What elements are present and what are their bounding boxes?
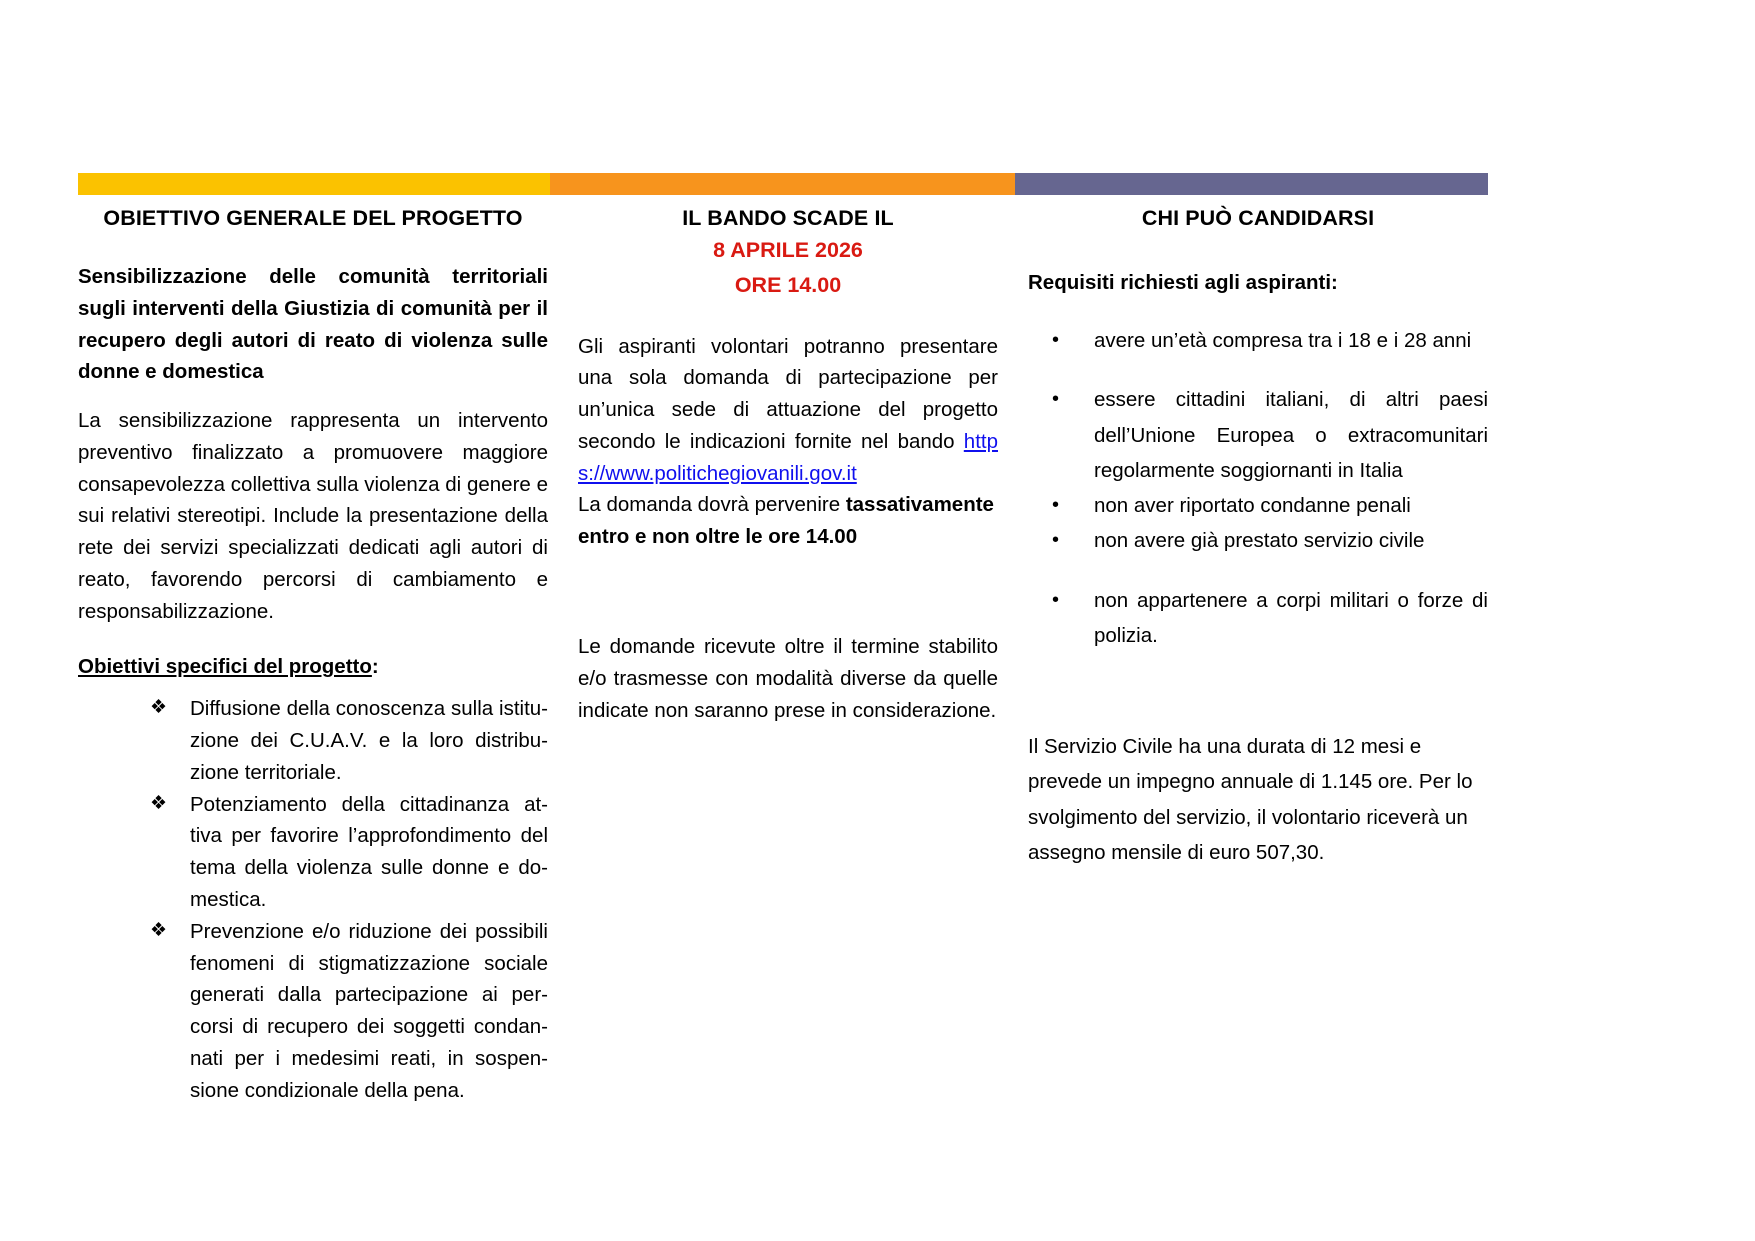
spacer xyxy=(78,627,548,655)
round-bullet-icon: • xyxy=(1052,388,1060,411)
application-instructions-text: Gli aspiranti volontari potranno presentare una sola domanda di partecipazione per un’unica sede di attuazione del progetto secondo le indicazioni fornite nel bando xyxy=(578,334,998,453)
list-item xyxy=(150,916,548,1107)
list-item-label: Prevenzione e/o riduzione dei possibili fenomeni di stigmatizzazione sociale generati dalla partecipazione ai per-corsi di recupero dei soggetti condan-nati per i medesimi reati, in sospen-sione condizionale della pena. xyxy=(190,919,548,1102)
column-deadline xyxy=(570,206,1010,726)
list-item xyxy=(150,693,548,788)
orange-bar xyxy=(550,173,1015,195)
spacer xyxy=(1028,653,1488,701)
list-item-label: essere cittadini italiani, di altri paesi dell’Unione Europea o extracomunitari regolarmente soggiornanti in Italia xyxy=(1094,388,1488,482)
objectives-heading: Obiettivi specifici del progetto xyxy=(78,655,372,679)
round-bullet-icon: • xyxy=(1052,588,1060,611)
objectives-heading-colon: : xyxy=(371,655,379,679)
column-eligibility xyxy=(1010,206,1488,870)
late-applications-note: Le domande ricevute oltre il termine stabilito e/o trasmesse con modalità diverse da quelle indicate non saranno prese in considerazione. xyxy=(578,635,998,722)
objectives-list xyxy=(78,693,548,1106)
yellow-bar xyxy=(78,173,550,195)
objectives-heading-line xyxy=(78,655,548,679)
diamond-bullet-icon: ❖ xyxy=(150,792,168,814)
left-column-title: OBIETTIVO GENERALE DEL PROGETTO xyxy=(103,206,523,230)
submission-deadline-bold: tassativamente entro e non oltre le ore 14.00 xyxy=(578,493,994,549)
round-bullet-icon: • xyxy=(1052,529,1060,552)
left-body-paragraph: La sensibilizzazione rappresenta un intervento preventivo finalizzato a promuovere maggiore consapevolezza collettiva sulla violenza di genere e sui relativi stereotipi. Include la presentazione della rete dei servizi specializzati dedicati agli autori di reato, favorendo percorsi di cambiamento e responsabilizzazione. xyxy=(78,409,548,623)
requirements-heading: Requisiti richiesti agli aspiranti: xyxy=(1028,271,1338,294)
purple-bar xyxy=(1015,173,1488,195)
bando-url-link[interactable]: https://www.politichegiovanili.gov.it xyxy=(578,429,998,485)
list-item xyxy=(1052,523,1488,558)
left-lead-paragraph: Sensibilizzazione delle comunità territoriali sugli interventi della Giustizia di comunità per il recupero degli autori di reato di violenza sulle donne e domestica xyxy=(78,265,548,384)
application-instructions xyxy=(578,331,998,490)
middle-column-title: IL BANDO SCADE IL xyxy=(682,206,894,230)
list-item-label: non avere già prestato servizio civile xyxy=(1094,529,1425,553)
list-item-label: non aver riportato condanne penali xyxy=(1094,494,1411,517)
three-column-layout xyxy=(78,206,1488,1106)
list-item xyxy=(1052,488,1488,523)
spacer xyxy=(78,388,548,405)
requirements-list xyxy=(1028,323,1488,653)
spacer xyxy=(1028,701,1488,729)
list-item-label: Potenziamento della cittadinanza at-tiva per favorire l’approfondimento del tema della violenza sulle donne e do-mestica. xyxy=(190,792,548,912)
right-column-title: CHI PUÒ CANDIDARSI xyxy=(1141,206,1375,230)
list-item xyxy=(1052,382,1488,488)
list-item xyxy=(1052,323,1488,358)
submission-deadline-note xyxy=(578,489,998,553)
list-item xyxy=(150,789,548,916)
list-item-label: non appartenere a corpi militari o forze di polizia. xyxy=(1094,588,1488,647)
round-bullet-icon: • xyxy=(1052,329,1060,351)
round-bullet-icon: • xyxy=(1052,494,1060,516)
column-objective xyxy=(78,206,570,1106)
list-item xyxy=(1052,583,1488,654)
diamond-bullet-icon: ❖ xyxy=(150,697,168,719)
submission-deadline-normal: La domanda dovrà pervenire xyxy=(578,493,846,517)
list-item-label: avere un’età compresa tra i 18 e i 28 anni xyxy=(1094,329,1472,352)
list-item-label: Diffusione della conoscenza sulla istitu-zione dei C.U.A.V. e la loro distribu-zione territoriale. xyxy=(190,697,548,784)
deadline-time: ORE 14.00 xyxy=(734,272,842,297)
spacer xyxy=(578,303,998,331)
spacer xyxy=(578,553,998,631)
spacer xyxy=(1028,295,1488,323)
deadline-date: 8 APRILE 2026 xyxy=(713,238,863,262)
service-details-paragraph: Il Servizio Civile ha una durata di 12 mesi e prevede un impegno annuale di 1.145 ore. Per lo svolgimento del servizio, il volontario riceverà un assegno mensile di euro 507,30. xyxy=(1028,735,1473,864)
header-color-bars xyxy=(78,173,1488,195)
diamond-bullet-icon: ❖ xyxy=(150,919,168,941)
